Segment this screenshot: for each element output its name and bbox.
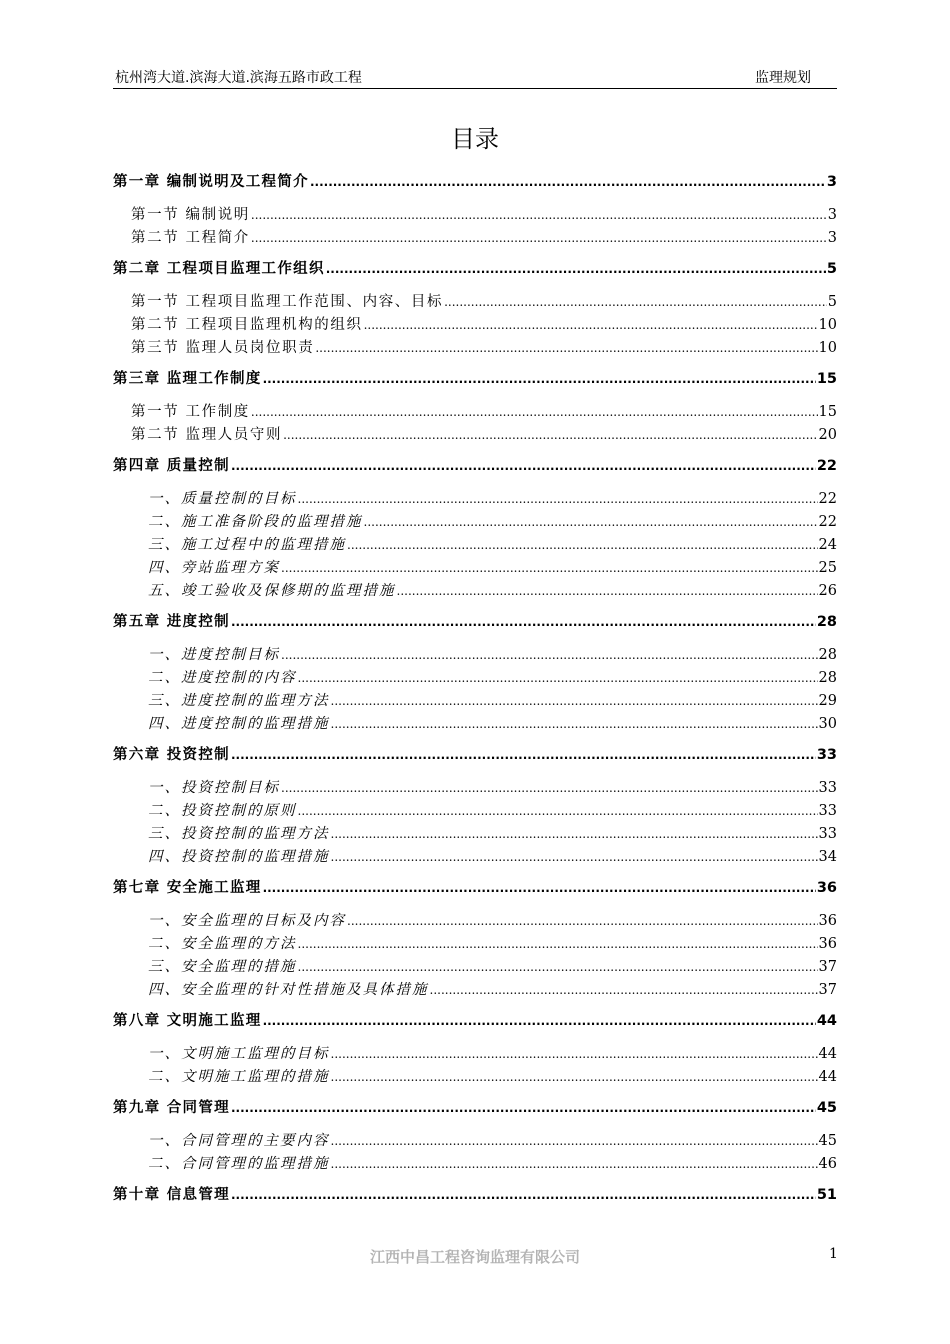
header-project-title: 杭州湾大道.滨海大道.滨海五路市政工程 [115, 70, 362, 86]
toc-entry-chapter[interactable] [113, 257, 837, 279]
toc-entry-page: 3 [826, 174, 837, 190]
toc-entry-section[interactable] [113, 290, 837, 312]
toc-dot-leader [231, 1101, 816, 1115]
toc-entry-page: 34 [818, 849, 837, 865]
toc-entry-page: 33 [818, 803, 837, 819]
toc-entry-section[interactable] [113, 226, 837, 248]
toc-entry-page: 25 [818, 560, 837, 576]
toc-dot-leader [251, 208, 827, 222]
toc-entry-label: 第二节 监理人员守则 [131, 427, 283, 443]
toc-entry-label: 四、旁站监理方案 [148, 560, 280, 576]
toc-entry-item[interactable] [113, 533, 837, 555]
toc-entry-label: 四、安全监理的针对性措施及具体措施 [148, 982, 429, 998]
toc-entry-item[interactable] [113, 643, 837, 665]
toc-entry-section[interactable] [113, 336, 837, 358]
toc-entry-item[interactable] [113, 556, 837, 578]
footer-company-name: 江西中昌工程咨询监理有限公司 [369, 1248, 580, 1266]
toc-entry-page: 36 [818, 936, 837, 952]
toc-entry-item[interactable] [113, 909, 837, 931]
toc-entry-label: 第五章 进度控制 [113, 614, 230, 630]
toc-dot-leader [298, 804, 818, 818]
toc-dot-leader [231, 459, 816, 473]
toc-entry-label: 二、投资控制的原则 [148, 803, 297, 819]
toc-entry-page: 15 [818, 404, 837, 420]
toc-entry-page: 44 [818, 1069, 837, 1085]
toc-entry-label: 一、合同管理的主要内容 [148, 1133, 330, 1149]
toc-entry-page: 44 [818, 1046, 837, 1062]
toc-entry-label: 第十章 信息管理 [113, 1187, 230, 1203]
toc-entry-page: 22 [818, 491, 837, 507]
toc-entry-chapter[interactable] [113, 610, 837, 632]
toc-entry-page: 20 [818, 427, 837, 443]
toc-entry-label: 第六章 投资控制 [113, 747, 230, 763]
toc-entry-label: 第一节 工程项目监理工作范围、内容、目标 [131, 294, 444, 310]
toc-entry-label: 一、质量控制的目标 [148, 491, 297, 507]
toc-entry-label: 四、进度控制的监理措施 [148, 716, 330, 732]
toc-entry-item[interactable] [113, 579, 837, 601]
toc-entry-page: 37 [818, 959, 837, 975]
toc-dot-leader [315, 341, 817, 355]
toc-entry-item[interactable] [113, 955, 837, 977]
toc-entry-item[interactable] [113, 776, 837, 798]
toc-dot-leader [331, 1157, 818, 1171]
toc-entry-page: 36 [818, 913, 837, 929]
toc-entry-label: 第三节 监理人员岗位职责 [131, 340, 315, 356]
toc-entry-page: 51 [816, 1187, 837, 1203]
toc-entry-label: 三、投资控制的监理方法 [148, 826, 330, 842]
toc-entry-item[interactable] [113, 487, 837, 509]
toc-dot-leader [298, 671, 818, 685]
toc-entry-label: 二、施工准备阶段的监理措施 [148, 514, 363, 530]
toc-entry-label: 第七章 安全施工监理 [113, 880, 262, 896]
toc-entry-page: 15 [816, 371, 837, 387]
toc-entry-item[interactable] [113, 1152, 837, 1174]
toc-entry-item[interactable] [113, 822, 837, 844]
toc-entry-chapter[interactable] [113, 743, 837, 765]
toc-entry-chapter[interactable] [113, 454, 837, 476]
toc-entry-page: 30 [818, 716, 837, 732]
toc-entry-page: 3 [827, 207, 837, 223]
toc-entry-item[interactable] [113, 1042, 837, 1064]
toc-entry-item[interactable] [113, 689, 837, 711]
toc-entry-page: 10 [818, 317, 837, 333]
toc-entry-label: 一、安全监理的目标及内容 [148, 913, 346, 929]
toc-dot-leader [331, 1070, 818, 1084]
toc-entry-label: 五、竣工验收及保修期的监理措施 [148, 583, 396, 599]
toc-entry-label: 三、施工过程中的监理措施 [148, 537, 346, 553]
toc-entry-page: 45 [816, 1100, 837, 1116]
toc-entry-label: 第一节 编制说明 [131, 207, 250, 223]
toc-dot-leader [298, 937, 818, 951]
toc-entry-page: 26 [818, 583, 837, 599]
toc-dot-leader [347, 538, 818, 552]
toc-dot-leader [281, 648, 818, 662]
toc-dot-leader [263, 372, 816, 386]
toc-dot-leader [397, 584, 818, 598]
toc-entry-page: 28 [818, 647, 837, 663]
toc-entry-label: 二、文明施工监理的措施 [148, 1069, 330, 1085]
toc-dot-leader [281, 561, 818, 575]
running-header [113, 68, 837, 89]
toc-dot-leader [231, 748, 816, 762]
toc-entry-item[interactable] [113, 978, 837, 1000]
toc-dot-leader [444, 295, 827, 309]
toc-dot-leader [326, 262, 826, 276]
toc-entry-page: 33 [818, 780, 837, 796]
toc-entry-page: 28 [816, 614, 837, 630]
toc-dot-leader [430, 983, 818, 997]
toc-entry-label: 三、安全监理的措施 [148, 959, 297, 975]
toc-entry-label: 第九章 合同管理 [113, 1100, 230, 1116]
toc-entry-label: 一、进度控制目标 [148, 647, 280, 663]
toc-entry-page: 45 [818, 1133, 837, 1149]
toc-dot-leader [281, 781, 818, 795]
toc-entry-item[interactable] [113, 799, 837, 821]
toc-entry-page: 3 [827, 230, 837, 246]
toc-dot-leader [298, 492, 818, 506]
toc-dot-leader [364, 515, 818, 529]
toc-dot-leader [251, 231, 827, 245]
toc-entry-chapter[interactable] [113, 1183, 837, 1205]
toc-entry-section[interactable] [113, 203, 837, 225]
toc-entry-chapter[interactable] [113, 367, 837, 389]
toc-entry-label: 二、进度控制的内容 [148, 670, 297, 686]
toc-entry-label: 四、投资控制的监理措施 [148, 849, 330, 865]
toc-dot-leader [331, 1047, 818, 1061]
toc-entry-label: 第八章 文明施工监理 [113, 1013, 262, 1029]
toc-entry-chapter[interactable] [113, 170, 837, 192]
toc-entry-page: 22 [818, 514, 837, 530]
toc-entry-item[interactable] [113, 712, 837, 734]
toc-dot-leader [310, 175, 826, 189]
footer-page-number: 1 [829, 1246, 838, 1262]
toc-entry-label: 一、文明施工监理的目标 [148, 1046, 330, 1062]
toc-entry-item[interactable] [113, 1065, 837, 1087]
toc-dot-leader [251, 405, 818, 419]
toc-dot-leader [231, 615, 816, 629]
toc-dot-leader [283, 428, 817, 442]
toc-entry-page: 37 [818, 982, 837, 998]
header-document-type: 监理规划 [755, 70, 811, 86]
toc-dot-leader [347, 914, 818, 928]
toc-entry-page: 36 [816, 880, 837, 896]
toc-entry-page: 44 [816, 1013, 837, 1029]
toc-entry-label: 二、合同管理的监理措施 [148, 1156, 330, 1172]
toc-dot-leader [263, 1014, 816, 1028]
toc-entry-chapter[interactable] [113, 1096, 837, 1118]
toc-entry-page: 5 [826, 261, 837, 277]
toc-dot-leader [331, 1134, 818, 1148]
toc-dot-leader [331, 717, 818, 731]
toc-entry-page: 33 [818, 826, 837, 842]
toc-entry-item[interactable] [113, 1129, 837, 1151]
toc-entry-label: 一、投资控制目标 [148, 780, 280, 796]
toc-entry-label: 第四章 质量控制 [113, 458, 230, 474]
toc-entry-item[interactable] [113, 845, 837, 867]
toc-dot-leader [298, 960, 818, 974]
toc-entry-label: 第一章 编制说明及工程简介 [113, 174, 309, 190]
toc-title: 目录 [451, 125, 499, 153]
toc-entry-chapter[interactable] [113, 1009, 837, 1031]
toc-dot-leader [263, 881, 816, 895]
toc-entry-page: 22 [816, 458, 837, 474]
toc-entry-page: 5 [827, 294, 837, 310]
toc-entry-section[interactable] [113, 313, 837, 335]
toc-entry-section[interactable] [113, 423, 837, 445]
toc-entry-page: 29 [818, 693, 837, 709]
toc-dot-leader [331, 850, 818, 864]
toc-dot-leader [364, 318, 818, 332]
toc-dot-leader [231, 1188, 816, 1202]
toc-entry-section[interactable] [113, 400, 837, 422]
toc-entry-page: 24 [818, 537, 837, 553]
toc-entry-page: 46 [818, 1156, 837, 1172]
toc-entry-label: 第一节 工作制度 [131, 404, 250, 420]
toc-entry-chapter[interactable] [113, 876, 837, 898]
toc-entry-item[interactable] [113, 510, 837, 532]
toc-entry-item[interactable] [113, 666, 837, 688]
toc-entry-item[interactable] [113, 932, 837, 954]
toc-entry-page: 28 [818, 670, 837, 686]
toc-dot-leader [331, 694, 818, 708]
toc-entry-label: 第二节 工程简介 [131, 230, 250, 246]
toc-entry-label: 第二章 工程项目监理工作组织 [113, 261, 325, 277]
toc-entry-label: 第二节 工程项目监理机构的组织 [131, 317, 363, 333]
toc-dot-leader [331, 827, 818, 841]
toc-entry-label: 二、安全监理的方法 [148, 936, 297, 952]
toc-entry-label: 第三章 监理工作制度 [113, 371, 262, 387]
toc-entry-page: 10 [818, 340, 837, 356]
toc-entry-page: 33 [816, 747, 837, 763]
toc-entry-label: 三、进度控制的监理方法 [148, 693, 330, 709]
